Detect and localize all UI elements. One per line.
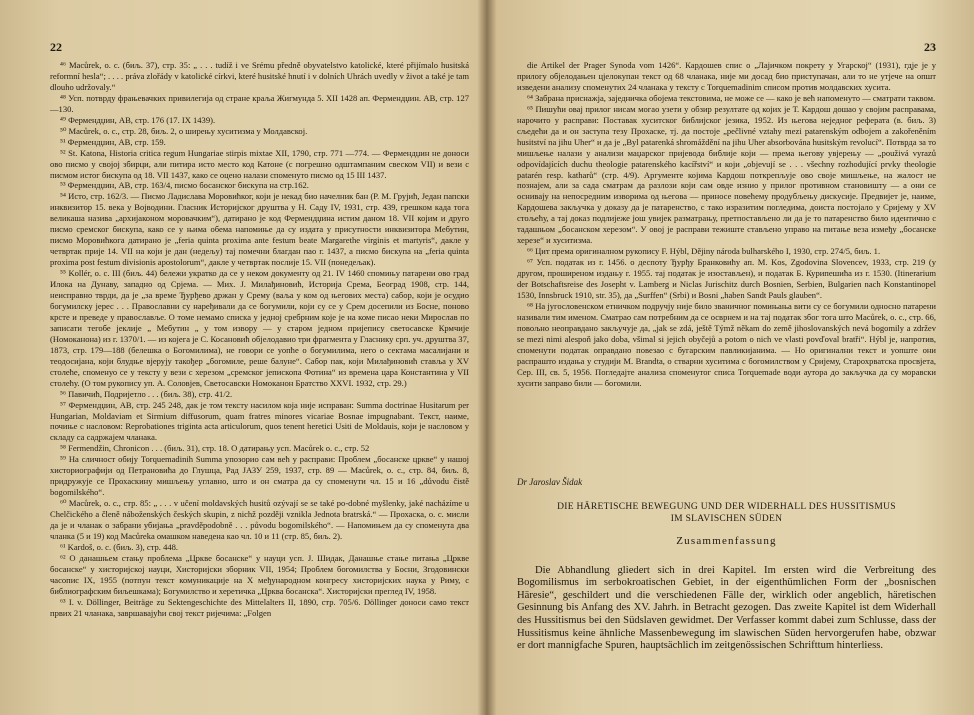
footnote: ⁵⁸ Fermendžin, Chronicon . . . (биљ. 31), стр. 18. О датирању усп. Macůrek о. с., стр. 52 [60,443,370,454]
page-number-left: 22 [50,40,62,54]
summary-heading: Zusammenfassung [676,534,777,547]
footnote: die Artikel der Prager Synoda vom 1426“. Кардошев спис о „Лајичком покрету у Угарској“ (1931), гдје је у прилогу објелодањен цјелокупан текст од 68 чланака, није ми досад био приступачан, али то не утјече на општ изведени анализу споменутих 24 чланака у тексту с Torquemadinim списом против молдавских хусита. [517,60,936,92]
footnote: ⁶⁴ Забрана приснажја, заједничка обојема текстовима, не може се — како је већ напоменуто — сматрати таквом. [527,92,936,103]
article-title [517,501,936,525]
footnote: ⁶⁵ Пишући овај прилог нисам могао узети у обзир резултате од којих је Т. Кардош дошао у својим расправама, нарочито у расправи: Поставак хуситског библијског језика, 1952. Из његова неједног реферата (в. биљ. 3) сљедећи да и он заступа тезу Прохаске, тј. да постоје „pečlivné vztahy mezi patarenským odbojem a zakořeněním husitství na jihu Uher“ и да је „Byl patarenká shromáždění na jihu Uher absorbována husitským revolucí“. Потврда за то мишљење налази у анализи маџарског пријевода библије који — према његову увјерењу — „použivá vyrazů odpovídajících duchu theologie patarenského kacířství“ и који „objevují se . . . všechny rozhodující prvky theologie patarén resp. katharů“ (стр. 4/9). Аргументе којима Кардош поткрепљује ово своје мишљење, на жалост не познајем, али за сада сматрам да разлози који сам овде изнио у прилог противном становишту — а они се оснивају на непосредним изворима од његова — приносе повећему продубљењу дискусије. Предвијет је, наиме, Кардошева закључка у доказу да је патаренство, с тако изразитим погледима, доиста постојало у Сријему у XV стољећу, а тај доказ подлијеже још увијек разматрању, претпостављено ли да је то патаренство било идентично с тадашњом „босанском херезом“. У овој је расправи тежиште стављено управо на питање веза између „босанске херезе“ и хуситизма. [517,103,936,246]
article-author: Dr Jaroslav Šidak [517,476,583,487]
summary-body [517,565,936,653]
right-page [487,0,974,715]
article-title-line: DIE HÄRETISCHE BEWEGUNG UND DER WIDERHALL DES HUSSITISMUS [557,501,896,512]
footnote: ⁶¹ Kardoš, о. с. (биљ. 3), стр. 448. [60,541,179,552]
footnote: ⁴⁹ Фермендџин, AB, стр. 176 (17. IX 1439). [60,114,216,125]
page-number-right: 23 [924,40,936,54]
footnote: ⁴⁶ Macůrek, o. c. (биљ. 37), стр. 35: „ . . . tudíž i ve Srému předně obyvatelstvo katolické, které přijímalo husitská reformní hesla“; . . . . práva zlořády v katolické církvi, které husitské hnutí i v dolních Uhrách uvedly v život a také je tam dlouho udržovaly.“ [50,60,469,92]
footnote: ⁵⁶ Павичић, Подријетло . . . (биљ. 38), стр. 41/2. [60,388,233,399]
footnote: ⁵⁷ Фермендџин, AB, стр. 245 248, дак је том тексту насилом која није исправан: Summa doctrinae Husitarum per Hungarian, Moldaviam et Sirmium diffusorum, quam fratres minores vicariae Bosnae impugnabant. Текст, наиме, почиње с насловом: Reprobationes triginta acta articulorum, quos tenent heretici Usiti de Moldauis, који је насловом у складу са садржајем чланака. [50,399,469,443]
footnote: ⁵⁹ На сличност обију Torquemadinih Summa упозорио сам већ у расправи: Проблем „босанске цркве“ у нашој хисториографији од Петрановића до Глушца, Рад ЈАЗУ 259, 1937, стр. 89 — Macůrek, о. с., стр. 84, биљ. 8, придружује се Прохаскину мишљењу углавно, што и он сматра да су споменути чл. 15 и 16 „důvodu čistě bogomilského“. [50,454,469,498]
footnote: ⁵⁰ Macůrek, о. с., стр. 28, биљ. 2, о ширењу хуситизма у Молдавској. [60,125,308,136]
footnote: ⁵⁴ Исто, стр. 162/3. — Писмо Ладислава Моровићког, који је некад био начелник бан (Р. М. Грујић, Један папски инквизитор 15. века у Војводини. Гласник Историјског друштва у Н. Саду IV, 1931, стр. 439, грешком када тога великаша назива „архијаконом моровачким“), датирано је код Фермендџина истим даном 18. VII којим и друго писмо сремског бискупа, како се у њима обема напомиње да су издата у присутности инквизитора Мебутин, писмо Моровићкога датирано је „feria quinta proxima ante festum beate Margarethe virginis et martyris“, дакле у четвртак прије 14. VII на који је дан (недељу) тај помечни благдан пао г. 1437, а писмо бискупа на „feria quinta proxima post festum divisionis apostolorum“, дакле у четвртак послије 15. VII (понедељак). [50,191,469,268]
footnote: ⁴⁸ Усп. потврду фрањевачких привилегија од стране краља Жигмунда 5. XII 1428 ап. Фермендџин. AB, стр. 127—130. [50,92,469,114]
footnote: ⁵⁵ Kollér, о. с. III (биљ. 44) бележи укратко да се у неком документу од 21. IV 1460 спомињу патарени ово град Илока на Дунаву, западно од Срјема. — Мих. Ј. Милађиновић, Историја Срема, Београд 1908, стр. 144, неисправно тврди, да је „за време Ђурђево држан у Срему (ваља у ком од његових места) сабор, који је осудио богумилску јерес . . . Православни су наређивали да се богумили, који су се у Срем досепили из Босне, поново крсте и преведе у православље. О томе немамо списка у једној сребрним које је на коме писао неки Мирослав по записати тегобе јеклије „ Мебутин „ у том извору — у старом једном пријепису светосавске Крмчије (Номоканона) из г. 1370/1. — из којега је С. Косановић објелодавио три фрагмента у Гласнику срп. уч. друштва 37, 1873, стр. 179—188 (белешка о Богомилима), не говори се уопће о богумилима, него о сектама масалијани и теодосијана, који блудње вјерују такођер „богомиле, реше балуне“. Сабор пак, који Милађиновић ставља у XV столеће, споменуо се у тексту у вези с херезом „сремског јепископа Фотина“ из времена цара Константина у VII столећу. (О том рукопису уп. А. Соловјев, Светосавски Номоканон Братство XXVI. 1932, стр. 29.) [50,268,469,388]
article-title-line: IM SLAVISCHEN SÜDEN [670,513,783,524]
footnote: ⁶⁸ На југословенском етничком подручју није било званичног помињања вити су се богумили односно патарени називали тим именом. Сматрао сам потребним да се осврнем и на тај податак због тога што Macůrek, о. с., стр. 66, повољно неоправдано закључује да, „jak se zdá, ještě Týmž někam do země jihoslovanských nevá bogomily a zdržev se mezi nimi alespoň jako doba, všimal si jejich obyčejů a potom o nich ve vlasti povďoval bratři“. Hýbl је, напротив, споменути податак оправдано повезао с бугарским павликијанима. — Но оригинални текст и уопште они распрашто издања у студији M. Brandta, о стварни хуситима с богомилством у Сријему, Старохрватска просвјета, Сер. III, св. 5, 1956. Погледајте анализа споменутог списа Torquemadе води аутора до закључка да су моравски хусити заправо били — богомили. [517,300,936,388]
footnote: ⁶⁰ Macůrek, o. c., стр. 85: „ . . . v učení moldavských husitů ozývají se se také po-dobné myšlenky, jaké nacházíme u Chelčického a členě náboženských českých skupin, z nichž později vznikla Jednota bratrská.“ — Прохаска, о. с. мисли да је и чланак о забрани убијања „pravděpodobně . . . původu bogomilského“. — Напомињем да су споменута два чланка (5 и 19) код Macůrekа омашком наведена као чл. 10 и 11 (стр. 85, биљ. 2). [50,498,469,541]
footnote: ⁶⁷ Усп. податак из г. 1456. о деспоту Ђурђу Бранковићу ап. M. Kos, Zgodovina Slovencev, 1933, стр. 219 (у другом, проширеном издању г. 1955. тај податак је изостављен), и податак Б. Курипешића из г. 1530. (Itinerarium der Botschaftsreise des Josepht v. Lamberg и Niclas Jurischitz durch Bosnien, Serbien, Bulgarien nach Konstantinopel 1530, Innsbruck 1910, str. 35), да „Surffen“ (Srbi) и Bosni „haben Sandt Pauls glauben“. [517,257,936,301]
footnote: ⁶⁶ Цит према оригиналном рукопису F. Hýbl, Dějiny národa bulharského I, 1930, стр. 274/5, биљ. 1. [527,246,881,257]
footnotes-right [517,60,936,389]
footnote: ⁶² О данашњем стању проблема „Цркве босанске“ у науци усп. Ј. Шидак, Данашње стање питања „Цркве босанске“ у хисторијској науци, Хисторијски зборник VII, 1954; Проблем богомилства у Босни, Згодовински часопис IX, 1955 (потпун текст комуникације на X међународном конгресу хисторијских наука у Риму, с библиографским биљешкама); Богумилство и херетичка „Црква босанска“. Хисторијски преглед IV, 1958. [50,552,469,596]
footnotes-left [50,60,469,619]
summary-paragraph: Die Abhandlung gliedert sich in drei Kapitel. Im ersten wird die Verbreitung des Bogomilismus im serbokroatischen Gebiet, in der eigenthümlichen Form der „bosnischen Häresie“, geschildert und die verschiedenen Fälle der, wirklich oder angeblich, häretischen Gesinnung bis Anfang des XV. Jahrh. in Betracht gezogen. Das zweite Kapitel ist dem Widerhall des Hussitismus bei den Südslaven gewidmet. Der Verfasser kommt dabei zum Schlusse, dass der Hussitismus keine ähnliche Massenbewegung im slawischen Süden hervorgerufen habe, obzwar er dort mannigfache Spuren, hauptsächlich im zeitgenössischen Schrifttum hinterliess. [517,564,936,652]
footnote: ⁶³ I. v. Döllinger, Beiträge zu Sektengeschichte des Mittelalters II, 1890, стр. 705/6. Döllinger доноси само текст првих 21 чланака, завршавајући свој текст ријечима: „Folgen [50,596,469,618]
footnote: ⁵³ Фермендџин, AB, стр. 163/4, писмо босанског бискупа на стр.162. [60,180,309,191]
footnote: ⁵² St. Katona, Historia critica regum Hungariae stirpis mixtae XII, 1790, стр. 771 —774. — Фермендџин не доноси ово писмо у својој збирци, али питира исто место код Катоне (с погрешно одштампаним свеском VII) и вези с писмом истог бискупа од 18. VII 1437, како се оцено налази споменуто писмо од 15 III 1437. [50,147,469,180]
footnote: ⁵¹ Фермендџин, AB, стр. 159. [60,136,166,147]
